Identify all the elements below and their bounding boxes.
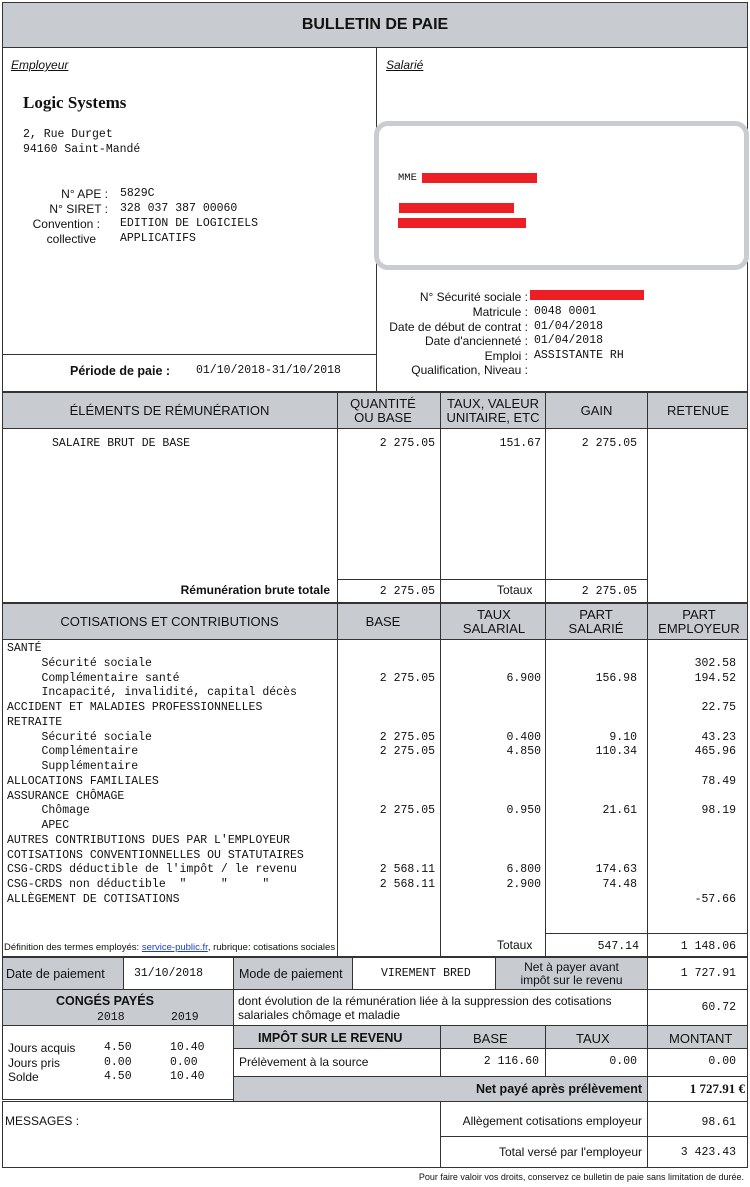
secu-label: N° Sécurité sociale :	[419, 290, 528, 304]
cotisation-label: RETRAITE	[7, 715, 63, 729]
cotisation-label: ASSURANCE CHÔMAGE	[7, 789, 125, 803]
conges-row-year1: 4.50	[104, 1041, 132, 1054]
allegement-label: Allègement cotisations employeur	[462, 1114, 642, 1128]
period-value: 01/10/2018-31/10/2018	[196, 364, 341, 377]
seniority-value: 01/04/2018	[534, 334, 604, 347]
redacted-employee-name	[422, 173, 537, 183]
cotisation-label: Incapacité, invalidité, capital décès	[7, 686, 297, 700]
address-window	[374, 121, 749, 270]
cotisation-part-employeur: 22.75	[701, 701, 736, 714]
evolution-label: dont évolution de la rémunération liée à la suppression des cotisations salariales chômage et maladie	[238, 994, 612, 1022]
cotisations-total-line	[545, 933, 748, 934]
employer-heading: Employeur	[11, 58, 69, 72]
net-before-tax-value: 1 727.91	[680, 967, 736, 980]
messages-box	[2, 1101, 441, 1168]
convention-label-line2: collective	[46, 232, 96, 246]
cotisation-label: SANTÉ	[7, 642, 42, 655]
definition-note	[4, 942, 335, 953]
cotisations-grid	[647, 603, 648, 957]
allegement-value: 98.61	[701, 1116, 736, 1129]
matricule-value: 0048 0001	[534, 305, 597, 318]
cotisation-part-salarie: 9.10	[609, 730, 637, 744]
cotisations-grid	[337, 603, 338, 957]
cotisation-taux: 6.800	[506, 863, 541, 877]
cotisation-base: 2 568.11	[379, 878, 435, 891]
cotisations-col-base: BASE	[365, 613, 401, 629]
payment-date-label: Date de paiement	[6, 967, 105, 981]
employee-title: MME	[398, 172, 417, 184]
cotisation-part-employeur: 194.52	[694, 671, 736, 685]
prelevement-base: 2 116.60	[483, 1055, 539, 1068]
cotisation-taux: 6.900	[506, 671, 541, 685]
period-label: Période de paie :	[70, 364, 171, 378]
cotisation-base: 2 275.05	[379, 730, 435, 744]
cotisation-part-employeur: 98.19	[701, 804, 736, 818]
qualification-label: Qualification, Niveau :	[411, 363, 528, 377]
cotisation-label: ALLOCATIONS FAMILIALES	[7, 774, 159, 788]
cotisations-col-part-employeur: PART EMPLOYEUR	[658, 606, 740, 636]
messages-label: MESSAGES :	[5, 1114, 80, 1128]
remuneration-col-gain: GAIN	[580, 402, 613, 418]
redacted-secu-number	[530, 290, 644, 300]
redacted-address-line1	[399, 203, 514, 213]
net-after-tax-label: Net payé après prélèvement	[475, 1082, 642, 1096]
cotisation-taux: 2.900	[506, 878, 541, 891]
remuneration-col-label: ÉLÉMENTS DE RÉMUNÉRATION	[69, 402, 270, 418]
net-after-tax-value: 1 727.91 €	[689, 1081, 745, 1096]
cotisations-totaux-label: Totaux	[497, 938, 533, 952]
cotisations-total-salarie: 547.14	[597, 940, 639, 953]
prelevement-taux: 0.00	[609, 1055, 637, 1068]
cotisation-part-salarie: 156.98	[595, 671, 637, 685]
impot-montant-header: MONTANT	[669, 1031, 733, 1046]
gross-totaux-label: Totaux	[497, 583, 533, 597]
definition-suffix: , rubrique: cotisations sociales	[207, 942, 336, 953]
employee-heading: Salarié	[386, 58, 424, 72]
siret-value: 328 037 387 00060	[120, 202, 238, 215]
cotisation-base: 2 568.11	[379, 863, 435, 877]
payment-date-value: 31/10/2018	[134, 967, 204, 980]
impot-title: IMPÔT SUR LE REVENU	[258, 1031, 403, 1045]
cotisation-label: Chômage	[7, 804, 90, 818]
evolution-value: 60.72	[701, 1001, 736, 1014]
cotisation-label: Supplémentaire	[7, 760, 139, 773]
remuneration-col-quantity: QUANTITÉ OU BASE	[350, 395, 416, 425]
cotisation-part-salarie: 110.34	[595, 745, 637, 759]
conges-row-year2: 10.40	[170, 1041, 205, 1054]
cotisation-label: ALLÈGEMENT DE COTISATIONS	[7, 892, 180, 906]
cotisation-part-employeur: -57.66	[694, 892, 736, 906]
matricule-label: Matricule :	[472, 305, 528, 319]
employer-name: Logic Systems	[23, 93, 127, 112]
cotisations-grid	[440, 603, 441, 957]
conges-year1: 2018	[97, 1011, 125, 1024]
service-public-link[interactable]: service-public.fr	[141, 942, 208, 953]
salary-line-quantity: 2 275.05	[379, 437, 435, 450]
cotisations-col-taux: TAUX SALARIAL	[462, 606, 526, 636]
gross-total-label: Rémunération brute totale	[180, 583, 330, 597]
page-title: BULLETIN DE PAIE	[301, 16, 449, 33]
total-employer-value: 3 423.43	[680, 1146, 736, 1159]
conges-row-year1: 4.50	[104, 1070, 132, 1083]
gross-total-gain: 2 275.05	[581, 585, 637, 598]
conges-row-year1: 0.00	[104, 1055, 132, 1069]
cotisation-part-employeur: 465.96	[694, 745, 736, 759]
convention-value-line1: EDITION DE LOGICIELS	[120, 217, 259, 230]
net-before-tax-label: Net à payer avant impôt sur le revenu	[520, 959, 623, 987]
seniority-label: Date d'ancienneté :	[424, 334, 528, 348]
payment-mode-value: VIREMENT BRED	[381, 967, 471, 980]
cotisation-taux: 0.950	[506, 804, 541, 818]
remuneration-grid	[647, 392, 648, 603]
impot-base-header: BASE	[473, 1031, 508, 1046]
ape-label: N° APE :	[61, 187, 108, 201]
conges-row-year2: 10.40	[170, 1070, 205, 1083]
remuneration-body	[2, 428, 748, 603]
siret-label: N° SIRET :	[49, 202, 108, 216]
cotisation-part-salarie: 74.48	[602, 878, 637, 891]
conges-row-label: Jours pris	[8, 1055, 61, 1070]
cotisation-label: Complémentaire santé	[7, 671, 180, 685]
ape-value: 5829C	[120, 187, 155, 200]
convention-value-line2: APPLICATIFS	[120, 232, 196, 245]
redacted-address-line2	[398, 218, 526, 228]
cotisation-label: Sécurité sociale	[7, 730, 152, 744]
cotisation-label: ACCIDENT ET MALADIES PROFESSIONNELLES	[7, 701, 263, 714]
remuneration-col-rate: TAUX, VALEUR UNITAIRE, ETC	[446, 395, 540, 425]
convention-label: Convention :	[32, 217, 100, 231]
salary-line-gain: 2 275.05	[581, 437, 637, 450]
title-bar	[2, 2, 748, 48]
cotisation-label: CSG-CRDS non déductible " " "	[7, 878, 270, 891]
salary-line-rate: 151.67	[499, 437, 541, 450]
remuneration-grid	[337, 392, 338, 603]
cotisation-taux: 4.850	[506, 745, 541, 759]
cotisations-col-label: COTISATIONS ET CONTRIBUTIONS	[60, 613, 279, 629]
payment-mode-label: Mode de paiement	[239, 967, 343, 981]
cotisation-part-employeur: 43.23	[701, 730, 736, 744]
cotisation-part-employeur: 302.58	[694, 656, 736, 670]
cotisation-base: 2 275.05	[379, 804, 435, 818]
contract-start-label: Date de début de contrat :	[389, 320, 528, 334]
job-value: ASSISTANTE RH	[534, 349, 624, 362]
employer-address-line1: 2, Rue Durget	[23, 128, 113, 141]
total-employer-label: Total versé par l'employeur	[498, 1145, 642, 1159]
conges-row-label: Solde	[8, 1070, 39, 1084]
employer-address-line2: 94160 Saint-Mandé	[23, 143, 141, 156]
cotisation-label: Complémentaire	[7, 745, 139, 759]
cotisation-base: 2 275.05	[379, 745, 435, 759]
cotisation-base: 2 275.05	[379, 671, 435, 685]
conservation-notice: Pour faire valoir vos droits, conservez ce bulletin de paie sans limitation de durée.	[418, 1172, 744, 1182]
salary-line-label: SALAIRE BRUT DE BASE	[52, 437, 191, 450]
remuneration-col-retenue: RETENUE	[666, 402, 730, 418]
cotisation-label: APEC	[7, 819, 70, 832]
prelevement-label: Prélèvement à la source	[239, 1055, 369, 1069]
conges-row-label: Jours acquis	[8, 1041, 76, 1055]
cotisation-label: COTISATIONS CONVENTIONNELLES OU STATUTAIRES	[7, 848, 304, 862]
prelevement-montant: 0.00	[708, 1055, 736, 1068]
definition-prefix: Définition des termes employés:	[4, 942, 142, 953]
cotisation-part-employeur: 78.49	[701, 774, 736, 788]
conges-row-year2: 0.00	[170, 1055, 198, 1069]
conges-year2: 2019	[171, 1011, 199, 1024]
cotisations-col-part-salarie: PART SALARIÉ	[568, 606, 624, 636]
conges-title: CONGÉS PAYÉS	[56, 994, 154, 1008]
impot-taux-header: TAUX	[576, 1031, 610, 1046]
cotisation-label: Sécurité sociale	[7, 656, 152, 670]
cotisations-grid	[545, 603, 546, 957]
cotisation-label: CSG-CRDS déductible de l'impôt / le revenu	[7, 863, 297, 877]
cotisation-part-salarie: 21.61	[602, 804, 637, 818]
net-before-tax-label-cell	[495, 957, 648, 990]
cotisations-total-employeur: 1 148.06	[680, 940, 736, 953]
remuneration-total-line	[337, 579, 647, 580]
cotisation-part-salarie: 174.63	[595, 863, 637, 877]
period-divider	[2, 354, 377, 355]
remuneration-grid	[440, 392, 441, 603]
gross-total-quantity: 2 275.05	[379, 585, 435, 598]
contract-start-value: 01/04/2018	[534, 320, 604, 333]
cotisation-taux: 0.400	[506, 730, 541, 744]
remuneration-grid	[545, 392, 546, 603]
job-label: Emploi :	[484, 349, 528, 363]
cotisation-label: AUTRES CONTRIBUTIONS DUES PAR L'EMPLOYEUR	[7, 833, 290, 847]
